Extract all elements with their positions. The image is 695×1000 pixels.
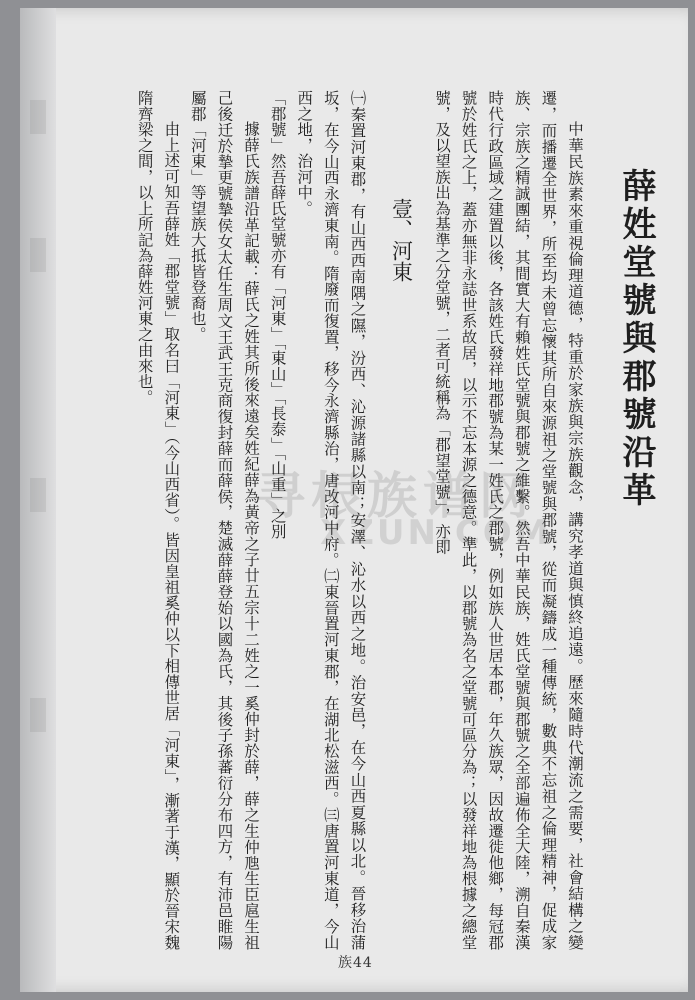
section-paragraph-hall-names: 「郡號」然吾薛氏堂號亦有「河東」「東山」「長泰」「山重」之別 [268, 90, 287, 540]
section-paragraph-genealogy: 據薛氏族譜沿革記載：薛氏之姓其所後來遠矣姓紀薛為黃帝之子廿五宗十二姓之一奚仲封於薛，薛之生仲虺生臣扈生祖己後迁於摯更號摯侯女太任生周文王武王克商復封薛而薛侯，楚滅薛薛登始以國為氏，其後子孫蕃衍分布四方，有沛邑睢陽屬郡「河東」等望族大抵皆登裔也。 [188, 90, 261, 950]
ghost-text-mark [30, 478, 46, 512]
page-gutter [20, 8, 56, 992]
ghost-text-mark [30, 100, 46, 134]
section-heading: 壹、河東 [389, 198, 414, 282]
watermark-text: 寻根族谱网 [255, 467, 535, 525]
watermark-url: XZUN.COM [320, 513, 552, 553]
page-number: 族44 [338, 955, 373, 971]
section-paragraph-definition: ㈠秦置河東郡，有山西西南隅之隰，汾西、沁源諸縣以南；安澤、沁水以西之地。治安邑，在今山西夏縣以北。晉移治蒲坂，在今山西永濟東南。隋廢而復置，移今永濟縣治，唐改河中府。㈡東晉置河東郡，在湖北松滋西。㈢唐置河東道，今山西之地，治河中。 [295, 90, 367, 950]
document-page [20, 8, 688, 992]
ghost-text-mark [30, 698, 46, 732]
section-paragraph-conclusion: 由上述可知吾薛姓「郡堂號」取名曰「河東」（今山西省）。皆因皇祖奚仲以下相傳世居「河東」，漸著于漢，顯於晉宋魏隋齊梁之間，以上所記為薛姓河東之由來也。 [135, 90, 181, 950]
vertical-text-block [73, 90, 658, 950]
intro-paragraph: 中華民族素來重視倫理道德，特重於家族與宗族觀念，講究孝道與慎終追遠。歷來隨時代潮流之需要，社會結構之變遷，而播遷全世界，所至均未曾忘懷其所自來源祖之堂號與郡號，從而凝鑄成一種傳統，數典不忘祖之倫理精神，促成家族、宗族之精誠團結，其間實大有賴姓氏堂號與郡號之維繫。然吾中華民族，姓氏堂號與郡號之全部遍佈全大陸，溯自秦漢時代行政區域之建置以後，各該姓氏發祥地郡號為某一姓氏之郡號，例如族人世居本郡，年久族眾，因故遷徙他鄉，每冠郡號於姓氏之上，蓋亦無非永誌世系故居，以示不忘本源之德意。準此，以郡號為名之堂號可區分為；以發祥地為根據之總堂號，及以望族出為基準之分堂號，二者可統稱為「郡望堂號」，亦即 [433, 90, 584, 950]
page-title: 薛姓堂號與郡號沿革 [616, 168, 656, 510]
ghost-text-mark [30, 238, 46, 272]
